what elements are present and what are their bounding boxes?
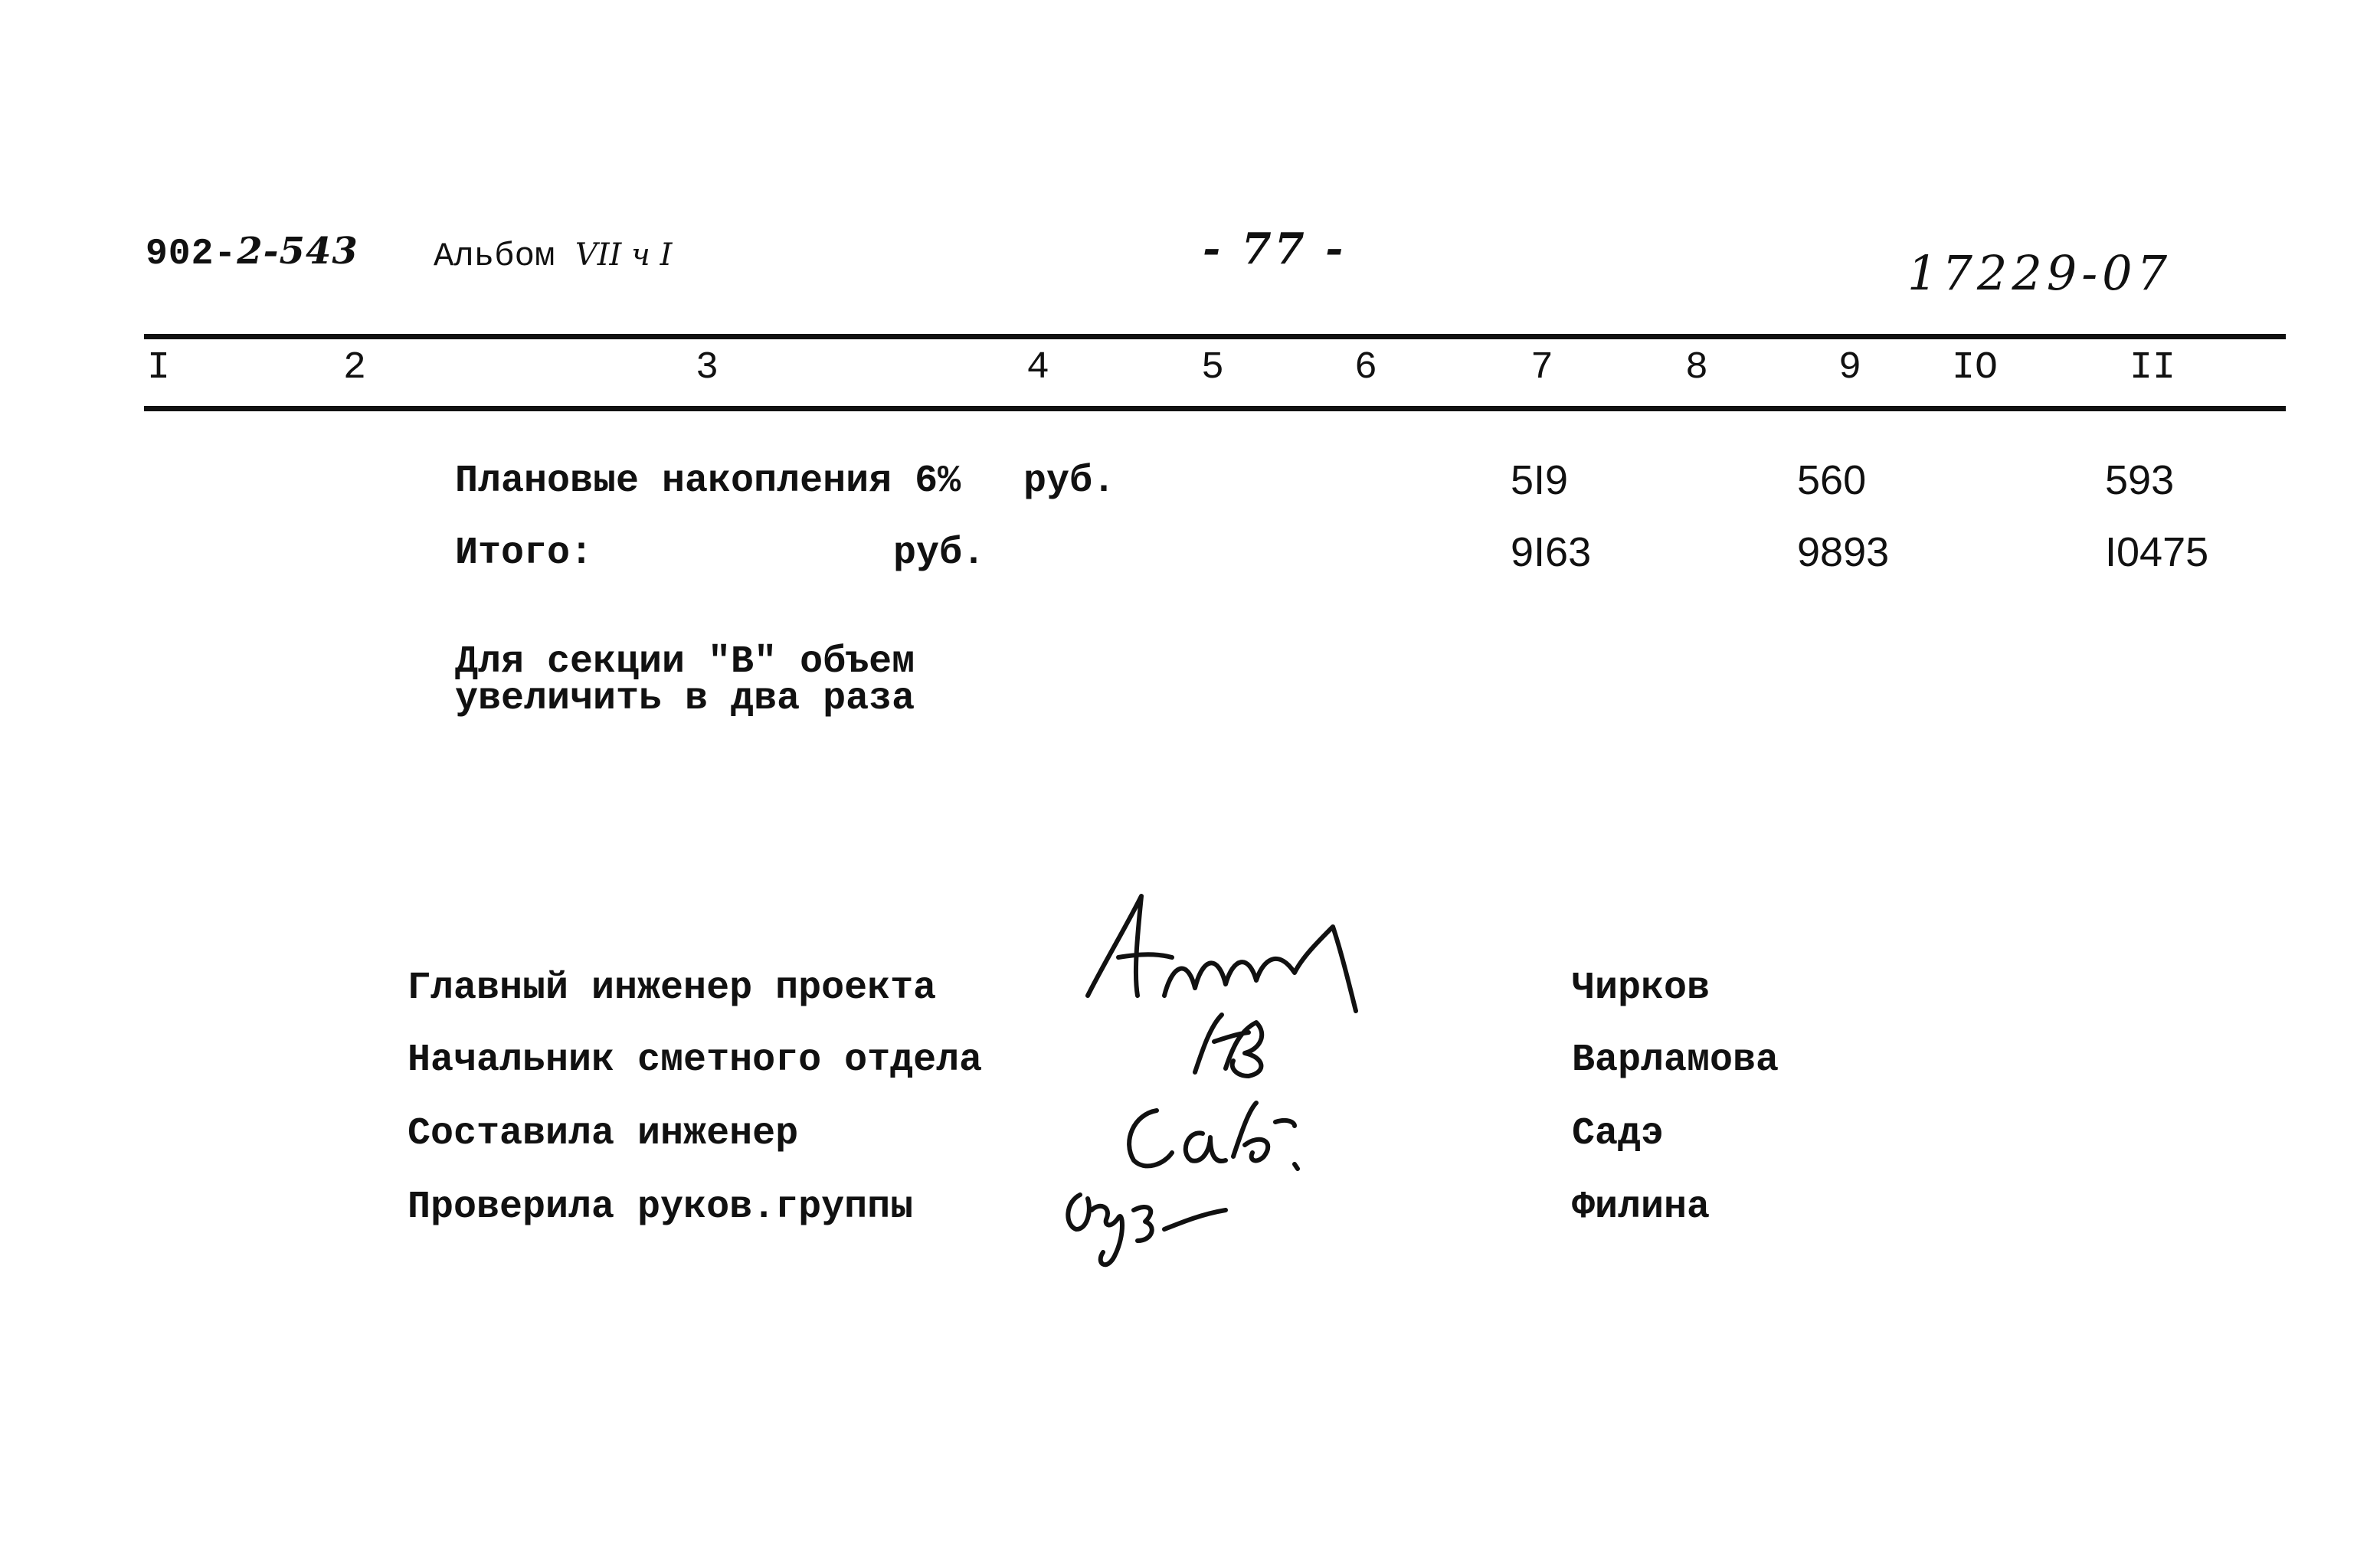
handwritten-signature-estimate-head <box>1180 1003 1287 1088</box>
column-number-8: 8 <box>1685 346 1709 390</box>
table-header-rule <box>144 406 2286 411</box>
signature-role-estimate-head: Начальник сметного отдела <box>408 1039 983 1082</box>
note-line-2: увеличить в два раза <box>455 677 915 721</box>
signature-role-compiled-by: Составила инженер <box>408 1112 799 1156</box>
album-handwritten: VII ч I <box>575 237 673 273</box>
column-number-2: 2 <box>343 346 367 390</box>
signature-name-chief-engineer: Чирков <box>1572 967 1711 1010</box>
row-value-col11: I0475 <box>2105 529 2209 575</box>
signature-role-checked-by: Проверила руков.группы <box>408 1186 914 1229</box>
project-code-prefix: 902- <box>146 234 237 275</box>
column-number-5: 5 <box>1201 346 1225 390</box>
column-number-1: I <box>147 346 171 390</box>
row-value-col7: 9I63 <box>1511 529 1592 575</box>
row-value-col7: 5I9 <box>1511 457 1569 503</box>
handwritten-signature-checked-by <box>1049 1164 1241 1279</box>
column-number-11: II <box>2130 346 2176 390</box>
project-code-handwritten: 2-543 <box>237 230 358 273</box>
document-number: 17229-07 <box>1907 245 2172 301</box>
project-code <box>146 230 358 275</box>
column-number-9: 9 <box>1838 346 1862 390</box>
row-value-col11: 593 <box>2105 457 2175 503</box>
album-label: Альбом <box>434 237 555 276</box>
column-number-10: IO <box>1952 346 1999 390</box>
signature-name-compiled-by: Садэ <box>1572 1112 1665 1156</box>
row-value-col9: 560 <box>1797 457 1867 503</box>
column-number-6: 6 <box>1354 346 1378 390</box>
signature-name-estimate-head: Варламова <box>1572 1039 1779 1082</box>
row-unit: руб. <box>893 532 986 575</box>
signature-name-checked-by: Филина <box>1572 1186 1711 1229</box>
row-label-total: Итого: <box>455 532 594 575</box>
table-top-rule <box>144 334 2286 339</box>
column-number-7: 7 <box>1530 346 1554 390</box>
row-unit: руб. <box>1023 460 1116 503</box>
note-line-1: Для секции "В" объем <box>455 640 915 684</box>
row-label-planned-savings: Плановые накопления 6% <box>455 460 961 503</box>
signature-role-chief-engineer: Главный инженер проекта <box>408 967 937 1010</box>
row-value-col9: 9893 <box>1797 529 1890 575</box>
album-reference <box>434 237 672 276</box>
page-number: - 77 - <box>1203 224 1347 274</box>
column-number-3: 3 <box>696 346 719 390</box>
column-number-4: 4 <box>1026 346 1050 390</box>
